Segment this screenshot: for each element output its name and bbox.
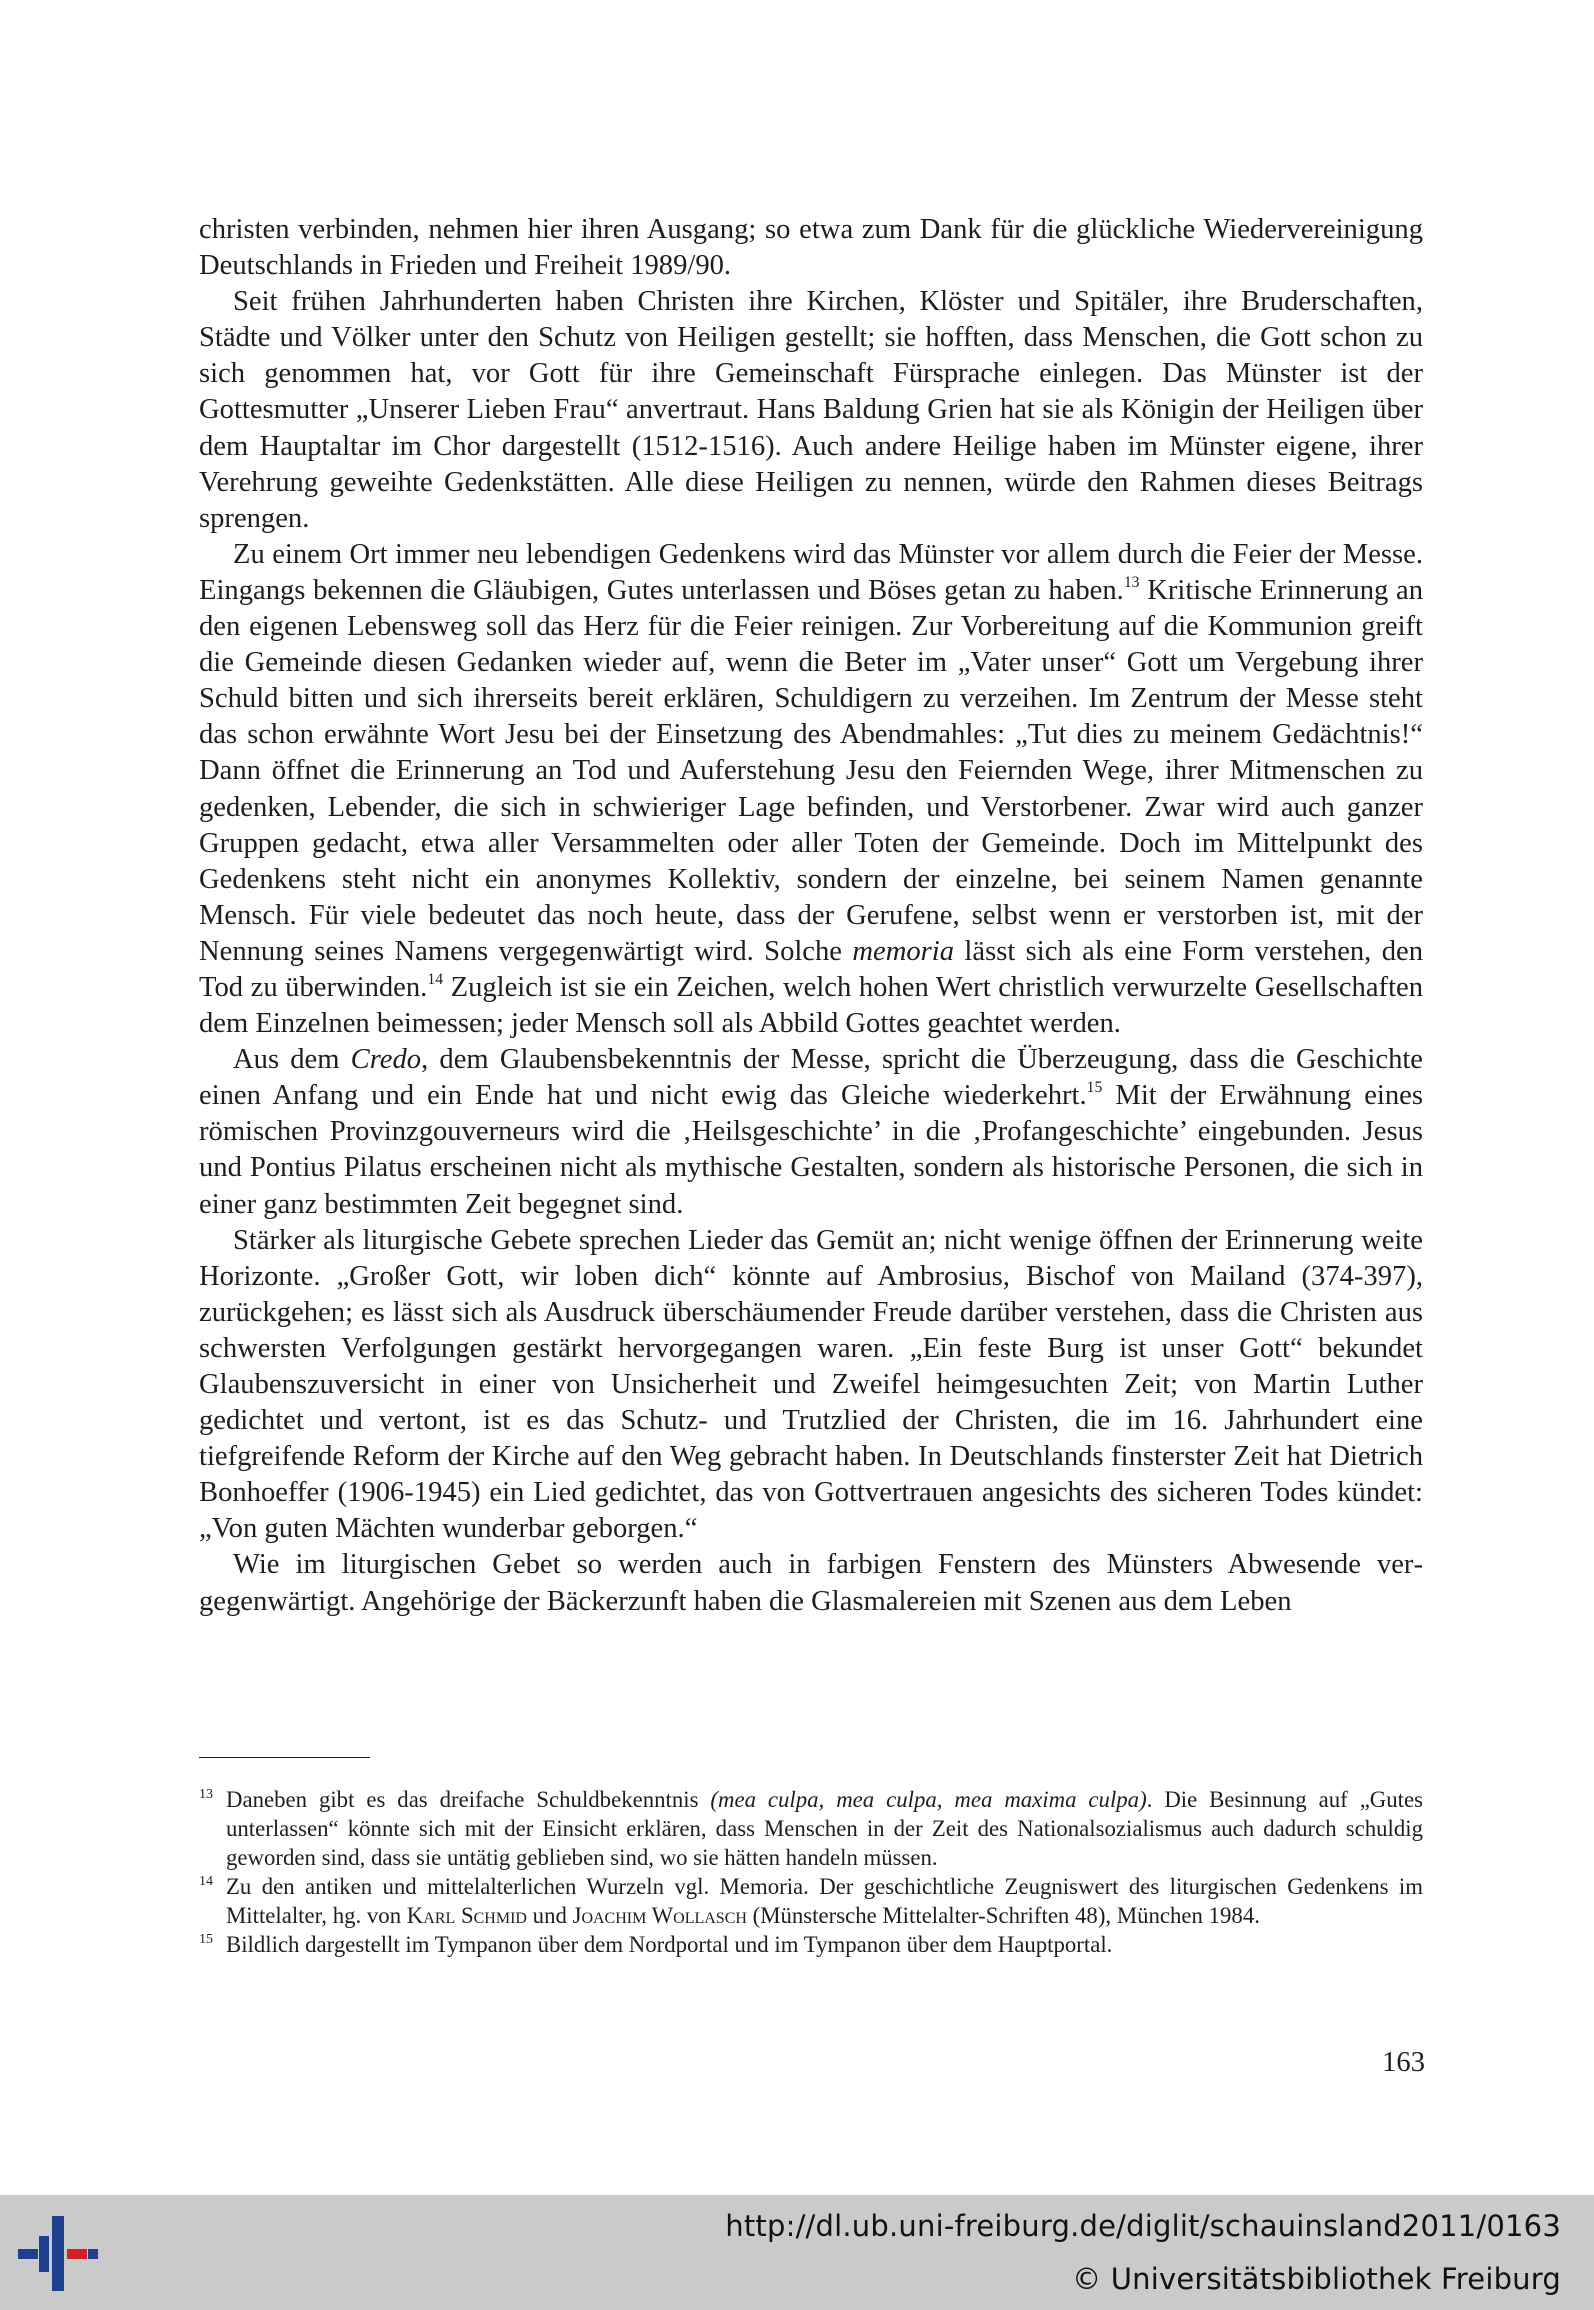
body-text	[199, 212, 1423, 1620]
footnote-separator	[199, 1757, 370, 1758]
text-run: christen verbinden, nehmen hier ihren Ausgang; so etwa zum Dank für die glückliche Wiedervereinigung Deutschlands in Frieden und Freiheit 1989/90.	[199, 214, 1423, 282]
text-run: lässt sich als eine Form verstehen, den Tod zu überwinden.	[199, 935, 1424, 1003]
text-run: Stärker als liturgische Gebete sprechen Lieder das Gemüt an; nicht wenige öffnen der Erinnerung weite Horizonte. „Großer Gott, wir loben dich“ könnte auf Ambrosius, Bischof von Mailand (374-397), zurückgehen; es lässt sich als Ausdruck überschäumender Freude darüber verstehen, dass die Christen aus schwersten Verfolgungen gestärkt hervorgegangen waren. „Ein feste Burg ist unser Gott“ bekundet Glaubenszuversicht in einer von Unsicherheit und Zweifel heimgesuchten Zeit; von Martin Luther gedichtet und vertont, ist es das Schutz- und Trutzlied der Christen, die im 16. Jahrhundert eine tiefgreifende Reform der Kirche auf den Weg gebracht haben. In Deutschlands finsterster Zeit hat Dietrich Bonhoeffer (1906-1945) ein Lied gedichtet, das von Gottvertrauen angesichts des sicheren Todes kündet: „Von guten Mächten wunderbar geborgen.“	[199, 1224, 1423, 1545]
footnote-ref: 15	[1086, 1079, 1103, 1097]
footnotes	[199, 1785, 1423, 1959]
text-run: Zugleich ist sie ein Zeichen, welch hohen Wert christlich verwurzelte Gesellschaften dem Einzelnen beimessen; jeder Mensch soll als Abbild Gottes geachtet werden.	[199, 971, 1424, 1040]
text-run: . Die Besinnung auf „Gutes unterlassen“ könnte sich mit der Einsicht erklären, dass Menschen in der Zeit des Nationalsozialismus auch dadurch schuldig geworden sind, dass sie untätig geblieben sind, wo sie hätten handeln müssen.	[226, 1787, 1423, 1870]
text-run: , dem Glaubensbekenntnis der Messe, spricht die Überzeugung, dass die Geschichte einen Anfang und ein Ende hat und nicht ewig das Gleiche wiederkehrt.	[199, 1044, 1423, 1112]
text-run: Seit frühen Jahrhunderten haben Christen ihre Kirchen, Klöster und Spitäler, ihre Bruderschaften, Städte und Völker unter den Schutz von Heiligen gestellt; sie hofften, dass Menschen, die Gott schon zu sich genommen hat, vor Gott für ihre Gemeinschaft Fürsprache einlegen. Das Münster ist der Gottesmutter „Unserer Lieben Frau“ anvertraut. Hans Baldung Grien hat sie als Königin der Heiligen über dem Hauptaltar im Chor dargestellt (1512-1516). Auch andere Heilige haben im Münster eigene, ihrer Verehrung geweihte Gedenkstätten. Alle diese Heiligen zu nennen, würde den Rahmen dieses Beitrags sprengen.	[199, 286, 1423, 534]
page-number: 163	[1382, 2047, 1425, 2078]
footnote-number: 15	[199, 1932, 213, 1947]
text-run: Zu einem Ort immer neu lebendigen Gedenkens wird das Münster vor allem durch die Feier der Messe. Eingangs bekennen die Gläubigen, Gutes unterlassen und Böses getan zu haben.	[199, 538, 1423, 606]
footer-copyright: © Universitätsbibliothek Freiburg	[1072, 2262, 1561, 2296]
author-name: Joachim Wollasch	[572, 1903, 747, 1928]
text-run: Daneben gibt es das dreifache Schuldbekenntnis	[226, 1787, 711, 1812]
paragraph	[199, 537, 1423, 1042]
text-run: (Münstersche Mittelalter-Schriften 48), München 1984.	[746, 1903, 1260, 1928]
ub-freiburg-logo-icon	[18, 2216, 98, 2291]
text-run: Zu den antiken und mittelalterlichen Wurzeln vgl. Memoria. Der geschichtliche Zeugniswert des liturgischen Gedenkens im Mittelalter, hg. von	[226, 1874, 1423, 1928]
text-run: Bildlich dargestellt im Tympanon über dem Nordportal und im Tympanon über dem Hauptportal.	[226, 1932, 1113, 1957]
text-run: Mit der Erwähnung eines römischen Provinzgouverneurs wird die ‚Heilsgeschichte’ in die ‚Profangeschichte’ eingebunden. Jesus und Pontius Pilatus erscheinen nicht als mythische Gestalten, sondern als historische Personen, die sich in einer ganz bestimmten Zeit begegnet sind.	[199, 1080, 1423, 1220]
text-run: Aus dem	[233, 1044, 351, 1076]
footer-bar	[0, 2195, 1594, 2310]
footnote	[199, 1872, 1423, 1930]
italic-text: memoria	[852, 935, 955, 967]
paragraph	[199, 1223, 1423, 1548]
footnote-number: 14	[199, 1874, 213, 1889]
paragraph	[199, 284, 1423, 537]
author-name: Karl Schmid	[406, 1903, 527, 1928]
text-run: und	[526, 1903, 573, 1928]
footnote-number: 13	[199, 1787, 213, 1802]
footnote	[199, 1785, 1423, 1872]
footer-url-link[interactable]: http://dl.ub.uni-freiburg.de/diglit/schauinsland2011/0163	[725, 2209, 1561, 2243]
italic-text: Credo	[350, 1044, 422, 1076]
footnote-ref: 13	[1123, 574, 1140, 592]
italic-text: (mea culpa, mea culpa, mea maxima culpa)	[710, 1787, 1147, 1812]
paragraph	[199, 212, 1423, 284]
paragraph	[199, 1547, 1423, 1619]
text-run: Kritische Erinnerung an den eigenen Lebensweg soll das Herz für die Feier reinigen. Zur Vorbereitung auf die Kommunion greift die Gemeinde diesen Gedanken wieder auf, wenn die Beter im „Vater unser“ Gott um Vergebung ihrer Schuld bitten und sich ihrerseits bereit erklären, Schuldigern zu verzeihen. Im Zentrum der Messe steht das schon erwähnte Wort Jesu bei der Einsetzung des Abendmahles: „Tut dies zu meinem Gedächtnis!“ Dann öffnet die Erinnerung an Tod und Auferstehung Jesu den Feiernden Wege, ihrer Mitmenschen zu gedenken, Lebender, die sich in schwieriger Lage befinden, und Verstorbener. Zwar wird auch ganzer Gruppen gedacht, etwa aller Versammelten oder aller Toten der Gemeinde. Doch im Mittelpunkt des Gedenkens steht nicht ein anonymes Kollektiv, sondern der einzelne, bei seinem Namen genannte Mensch. Für viele bedeutet das noch heute, dass der Gerufene, selbst wenn er verstorben ist, mit der Nennung seines Namens vergegenwärtigt wird. Solche	[199, 574, 1423, 967]
paragraph	[199, 1042, 1423, 1222]
footnote	[199, 1930, 1423, 1959]
text-run: Wie im liturgischen Gebet so werden auch in farbigen Fenstern des Münsters Abwesende vergegenwärtigt. Angehörige der Bäckerzunft haben die Glasmalereien mit Szenen aus dem Leben	[199, 1549, 1423, 1617]
footnote-ref: 14	[427, 971, 444, 989]
